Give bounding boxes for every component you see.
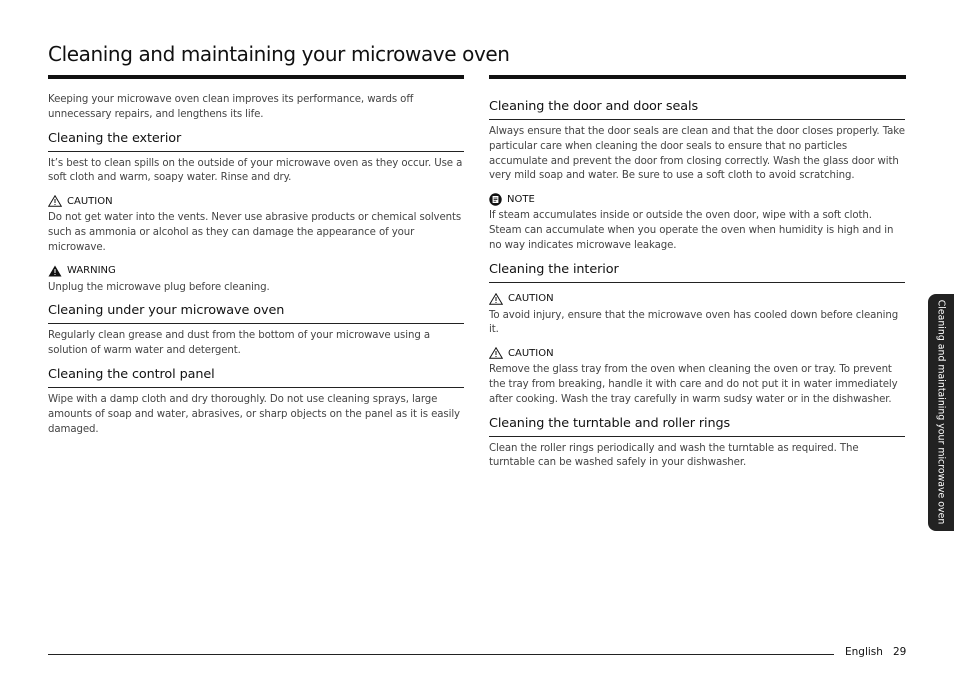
control-panel-text: Wipe with a damp cloth and dry thoroughly. Do not use cleaning sprays, large amounts of soap and water, abrasives, or sharp objects on the panel as it is easily damaged. xyxy=(48,393,460,435)
caution-icon xyxy=(489,347,503,359)
note-icon xyxy=(489,193,502,206)
warning-icon xyxy=(48,265,62,277)
caution-icon xyxy=(489,293,503,305)
section-title-under: Cleaning under your microwave oven xyxy=(48,303,464,324)
section-title-door: Cleaning the door and door seals xyxy=(489,99,905,120)
intro-text: Keeping your microwave oven clean improves its performance, wards off unnecessary repairs, and lengthens its life. xyxy=(48,94,414,120)
page-number: 29 xyxy=(893,646,907,658)
note-heading xyxy=(489,192,905,206)
warning-heading xyxy=(48,264,464,278)
section-title-control-panel: Cleaning the control panel xyxy=(48,367,464,388)
caution-text: To avoid injury, ensure that the microwave oven has cooled down before cleaning it. xyxy=(489,309,899,336)
left-column xyxy=(48,93,464,437)
section-title-interior: Cleaning the interior xyxy=(489,262,905,283)
note-text: If steam accumulates inside or outside the oven door, wipe with a soft cloth. Steam can accumulate when you operate the oven when humidity is high and in no way indicates microwave leakage. xyxy=(489,210,894,251)
door-text: Always ensure that the door seals are clean and that the door closes properly. Take particular care when cleaning the door seals to ensure that no particles accumulate and prevent the door from closing correctly. Wash the glass door with very mild soap and water. Be sure to use a soft cloth to avoid scratching. xyxy=(489,126,905,182)
right-column xyxy=(489,99,905,471)
section-title-exterior: Cleaning the exterior xyxy=(48,131,464,152)
caution-label: CAUTION xyxy=(508,293,554,305)
turntable-text: Clean the roller rings periodically and wash the turntable as required. The turntable can be washed safely in your dishwasher. xyxy=(489,442,859,469)
note-label: NOTE xyxy=(507,193,535,205)
side-chapter-tab-label: Cleaning and maintaining your microwave oven xyxy=(935,299,947,525)
caution-heading xyxy=(489,292,905,306)
side-chapter-tab xyxy=(928,294,954,531)
caution-icon xyxy=(48,195,62,207)
warning-label: WARNING xyxy=(67,265,116,277)
footer-language: English xyxy=(845,646,883,658)
caution-heading xyxy=(48,194,464,208)
title-rule-left xyxy=(48,75,464,79)
exterior-text: It’s best to clean spills on the outside of your microwave oven as they occur. Use a soft cloth and warm, soapy water. Rinse and dry. xyxy=(48,157,463,184)
footer-rule xyxy=(48,654,834,655)
caution-text: Remove the glass tray from the oven when cleaning the oven or tray. To prevent the tray from breaking, handle it with care and do not put it in water immediately after cooking. Wash the tray carefully in warm sudsy water or in the dishwasher. xyxy=(489,364,898,405)
section-title-turntable: Cleaning the turntable and roller rings xyxy=(489,416,905,437)
caution-heading xyxy=(489,346,905,360)
title-rule-right xyxy=(489,75,906,79)
under-text: Regularly clean grease and dust from the bottom of your microwave using a solution of warm water and detergent. xyxy=(48,330,430,357)
caution-label: CAUTION xyxy=(67,195,113,207)
page-title: Cleaning and maintaining your microwave oven xyxy=(48,42,510,66)
warning-text: Unplug the microwave plug before cleaning. xyxy=(48,281,270,293)
caution-text: Do not get water into the vents. Never use abrasive products or chemical solvents such as ammonia or alcohol as they can damage the appearance of your microwave. xyxy=(48,212,462,253)
caution-label: CAUTION xyxy=(508,347,554,359)
